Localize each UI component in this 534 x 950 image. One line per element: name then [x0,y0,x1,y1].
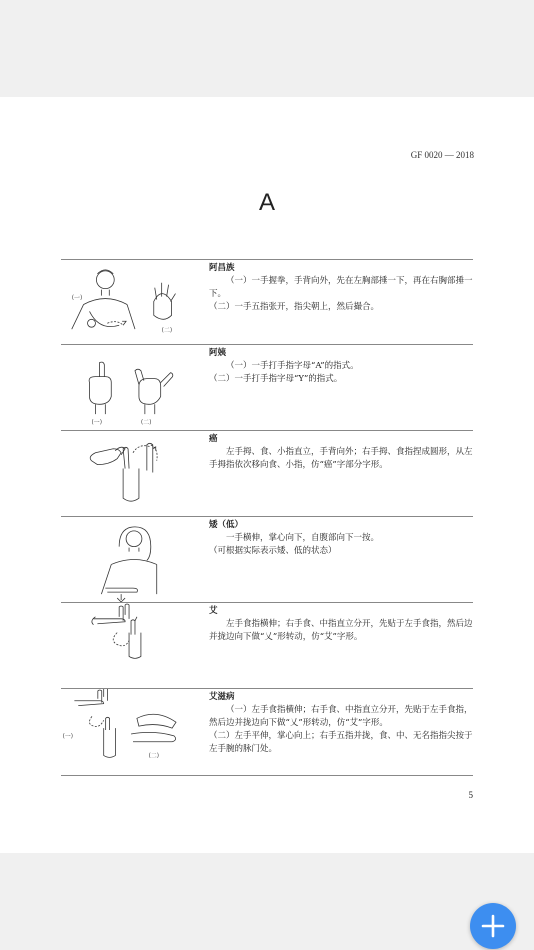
figure-label: (一) [91,419,103,427]
sign-illustration [61,345,206,430]
entry-row [61,259,473,344]
top-bar [0,0,534,97]
entry-term: 艾 [209,606,218,616]
entry-description: 左手食指横伸；右手食、中指直立分开，先贴于左手食指，然后边并拢边向下做“乂”形转动，仿“艾”字形。 [209,619,473,642]
entry-description: （一）一手打手指字母“A”的指式。 （二）一手打手指字母“Y”的指式。 [209,361,359,384]
section-letter: A [258,189,275,216]
entry-term: 矮（低） [209,520,244,530]
document-page [0,97,534,853]
plus-icon [481,914,505,938]
figure-label: (一) [62,733,74,740]
entry-row [61,602,473,688]
figure-label: (二) [148,753,160,760]
entry-description: 左手拇、食、小指直立，手背向外；右手拇、食指捏成圆形，从左手拇指依次移向食、小指，仿“癌”字部分字形。 [209,447,473,470]
entry-description: （一）左手食指横伸；右手食、中指直立分开，先贴于左手食指，然后边并拢边向下做“乂”形转动，仿“艾”字形。 （二）左手平伸，掌心向上；右手五指并拢，食、中、无名指指尖按于左手腕的脉门处。 [209,705,473,754]
entry-table [61,259,473,776]
entry-description: 一手横伸，掌心向下，自腹部向下一按。 （可根据实际表示矮、低的状态） [209,533,380,556]
entry-term: 阿昌族 [209,263,235,273]
sign-illustration [61,260,206,344]
entry-row [61,430,473,516]
entry-row [61,688,473,776]
add-button[interactable] [470,903,516,949]
sign-illustration [61,517,206,602]
entry-row [61,516,473,602]
bottom-bar [0,853,534,950]
figure-label: (一) [71,295,83,302]
entry-term: 癌 [209,434,218,444]
standard-code: GF 0020 — 2018 [410,150,474,160]
figure-label: (二) [140,419,152,427]
entry-term: 阿姨 [209,348,227,358]
entry-description: （一）一手握拳，手背向外，先在左胸部捶一下，再在右胸部捶一下。 （二）一手五指张开，指尖朝上，然后撮合。 [209,276,473,312]
sign-illustration [61,689,206,775]
entry-term: 艾滋病 [209,692,235,702]
page-number: 5 [468,790,473,800]
figure-label: (二) [161,328,173,335]
sign-illustration [61,431,206,516]
entry-row [61,344,473,430]
sign-illustration [61,603,206,688]
